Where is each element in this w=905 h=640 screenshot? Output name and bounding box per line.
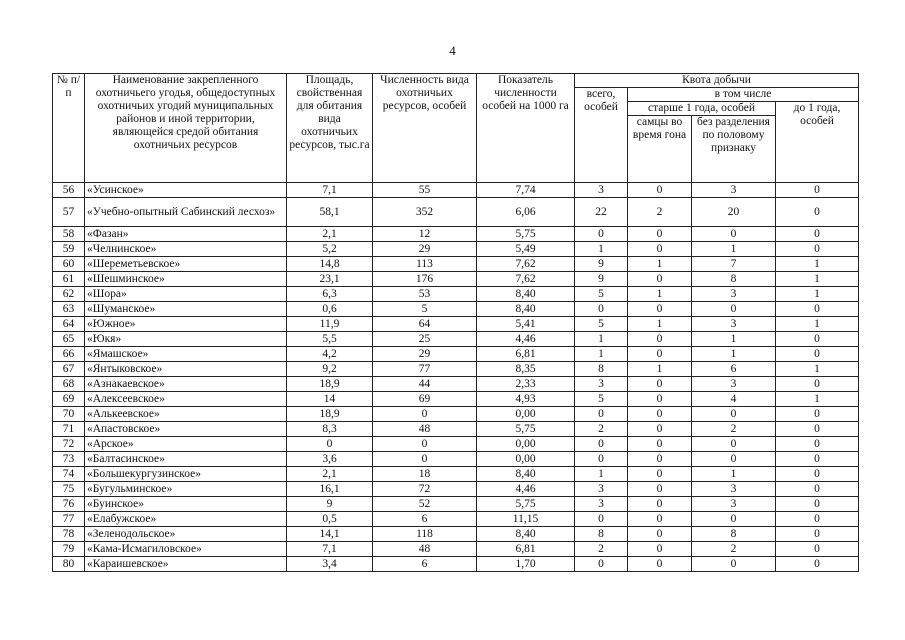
cell-males: 1 — [628, 257, 692, 272]
cell-num: 62 — [53, 287, 85, 302]
cell-area: 3,6 — [287, 452, 373, 467]
header-males: самцы во время гона — [628, 116, 692, 183]
cell-num: 73 — [53, 452, 85, 467]
cell-name: «Елабужское» — [85, 512, 287, 527]
cell-males: 0 — [628, 527, 692, 542]
cell-area: 9 — [287, 497, 373, 512]
cell-name: «Шора» — [85, 287, 287, 302]
cell-total: 9 — [575, 257, 628, 272]
cell-population: 72 — [373, 482, 477, 497]
cell-under1: 0 — [776, 527, 859, 542]
cell-num: 77 — [53, 512, 85, 527]
cell-total: 22 — [575, 198, 628, 227]
cell-nosex: 1 — [692, 347, 776, 362]
header-under1: до 1 года, особей — [776, 102, 859, 183]
cell-total: 1 — [575, 242, 628, 257]
cell-population: 64 — [373, 317, 477, 332]
cell-area: 0,6 — [287, 302, 373, 317]
cell-area: 6,3 — [287, 287, 373, 302]
cell-num: 75 — [53, 482, 85, 497]
cell-density: 0,00 — [477, 437, 575, 452]
cell-name: «Алькеевское» — [85, 407, 287, 422]
cell-males: 0 — [628, 392, 692, 407]
cell-name: «Апастовское» — [85, 422, 287, 437]
cell-area: 23,1 — [287, 272, 373, 287]
cell-name: «Азнакаевское» — [85, 377, 287, 392]
table-row — [53, 542, 859, 557]
cell-area: 14,1 — [287, 527, 373, 542]
cell-num: 71 — [53, 422, 85, 437]
table-row — [53, 242, 859, 257]
cell-density: 1,70 — [477, 557, 575, 572]
cell-population: 25 — [373, 332, 477, 347]
cell-population: 352 — [373, 198, 477, 227]
cell-density: 5,75 — [477, 227, 575, 242]
cell-nosex: 20 — [692, 198, 776, 227]
cell-total: 2 — [575, 422, 628, 437]
cell-num: 70 — [53, 407, 85, 422]
cell-nosex: 3 — [692, 317, 776, 332]
cell-total: 1 — [575, 347, 628, 362]
cell-num: 65 — [53, 332, 85, 347]
cell-under1: 1 — [776, 257, 859, 272]
cell-nosex: 7 — [692, 257, 776, 272]
cell-population: 48 — [373, 542, 477, 557]
table-row — [53, 527, 859, 542]
cell-name: «Алексеевское» — [85, 392, 287, 407]
cell-num: 58 — [53, 227, 85, 242]
cell-num: 60 — [53, 257, 85, 272]
cell-population: 29 — [373, 242, 477, 257]
cell-nosex: 1 — [692, 467, 776, 482]
table-row — [53, 497, 859, 512]
cell-population: 52 — [373, 497, 477, 512]
cell-name: «Янтыковское» — [85, 362, 287, 377]
cell-area: 2,1 — [287, 227, 373, 242]
cell-density: 5,49 — [477, 242, 575, 257]
cell-name: «Балтасинское» — [85, 452, 287, 467]
cell-total: 5 — [575, 392, 628, 407]
cell-nosex: 0 — [692, 557, 776, 572]
cell-males: 0 — [628, 183, 692, 198]
table-row — [53, 512, 859, 527]
cell-area: 0 — [287, 437, 373, 452]
table-row — [53, 407, 859, 422]
table-row — [53, 557, 859, 572]
cell-density: 5,41 — [477, 317, 575, 332]
cell-nosex: 0 — [692, 452, 776, 467]
table-row — [53, 287, 859, 302]
cell-nosex: 0 — [692, 407, 776, 422]
cell-under1: 0 — [776, 482, 859, 497]
table-row — [53, 227, 859, 242]
cell-under1: 0 — [776, 347, 859, 362]
cell-males: 0 — [628, 302, 692, 317]
cell-area: 14,8 — [287, 257, 373, 272]
cell-nosex: 8 — [692, 527, 776, 542]
cell-nosex: 0 — [692, 512, 776, 527]
cell-area: 5,2 — [287, 242, 373, 257]
cell-density: 6,81 — [477, 542, 575, 557]
cell-total: 0 — [575, 557, 628, 572]
cell-density: 8,40 — [477, 527, 575, 542]
cell-area: 7,1 — [287, 542, 373, 557]
cell-density: 4,93 — [477, 392, 575, 407]
cell-males: 0 — [628, 242, 692, 257]
cell-under1: 0 — [776, 422, 859, 437]
cell-population: 6 — [373, 557, 477, 572]
cell-name: «Ямашское» — [85, 347, 287, 362]
cell-density: 5,75 — [477, 497, 575, 512]
header-name: Наименование закрепленного охотничьего угодья, общедоступных охотничьих угодий муниципальных районов и иной территории, являющейся средой обитания охотничьих ресурсов — [85, 74, 287, 183]
table-row — [53, 257, 859, 272]
cell-density: 4,46 — [477, 482, 575, 497]
cell-population: 48 — [373, 422, 477, 437]
cell-name: «Кама-Исмагиловское» — [85, 542, 287, 557]
hunting-quota-table — [52, 73, 859, 572]
cell-under1: 0 — [776, 227, 859, 242]
cell-males: 0 — [628, 407, 692, 422]
cell-area: 18,9 — [287, 407, 373, 422]
cell-num: 64 — [53, 317, 85, 332]
cell-nosex: 2 — [692, 422, 776, 437]
cell-name: «Челнинское» — [85, 242, 287, 257]
table-row — [53, 198, 859, 227]
cell-area: 9,2 — [287, 362, 373, 377]
cell-under1: 1 — [776, 287, 859, 302]
cell-population: 53 — [373, 287, 477, 302]
table-row — [53, 302, 859, 317]
cell-name: «Большекургузинское» — [85, 467, 287, 482]
cell-total: 5 — [575, 287, 628, 302]
cell-population: 18 — [373, 467, 477, 482]
cell-under1: 0 — [776, 198, 859, 227]
cell-name: «Бугульминское» — [85, 482, 287, 497]
header-density: Показатель численности особей на 1000 га — [477, 74, 575, 183]
table-row — [53, 422, 859, 437]
cell-area: 11,9 — [287, 317, 373, 332]
cell-num: 76 — [53, 497, 85, 512]
table-row — [53, 377, 859, 392]
cell-num: 59 — [53, 242, 85, 257]
cell-males: 0 — [628, 542, 692, 557]
cell-total: 0 — [575, 512, 628, 527]
cell-under1: 0 — [776, 437, 859, 452]
cell-density: 8,40 — [477, 302, 575, 317]
cell-under1: 0 — [776, 557, 859, 572]
table-row — [53, 362, 859, 377]
cell-num: 57 — [53, 198, 85, 227]
table-row — [53, 392, 859, 407]
page-number: 4 — [449, 43, 456, 58]
cell-nosex: 3 — [692, 183, 776, 198]
cell-males: 0 — [628, 497, 692, 512]
cell-nosex: 3 — [692, 287, 776, 302]
cell-density: 6,06 — [477, 198, 575, 227]
cell-population: 0 — [373, 407, 477, 422]
cell-total: 8 — [575, 362, 628, 377]
cell-name: «Буинское» — [85, 497, 287, 512]
cell-total: 3 — [575, 377, 628, 392]
cell-males: 0 — [628, 272, 692, 287]
cell-under1: 0 — [776, 497, 859, 512]
cell-males: 0 — [628, 557, 692, 572]
cell-population: 12 — [373, 227, 477, 242]
cell-population: 29 — [373, 347, 477, 362]
cell-nosex: 3 — [692, 482, 776, 497]
cell-males: 0 — [628, 452, 692, 467]
cell-males: 1 — [628, 362, 692, 377]
cell-under1: 1 — [776, 272, 859, 287]
cell-nosex: 6 — [692, 362, 776, 377]
cell-num: 74 — [53, 467, 85, 482]
cell-under1: 1 — [776, 392, 859, 407]
cell-total: 1 — [575, 467, 628, 482]
cell-nosex: 1 — [692, 242, 776, 257]
cell-nosex: 3 — [692, 497, 776, 512]
cell-under1: 0 — [776, 512, 859, 527]
cell-name: «Усинское» — [85, 183, 287, 198]
cell-males: 0 — [628, 422, 692, 437]
cell-nosex: 3 — [692, 377, 776, 392]
cell-density: 0,00 — [477, 407, 575, 422]
header-population: Численность вида охотничьих ресурсов, особей — [373, 74, 477, 183]
cell-total: 3 — [575, 497, 628, 512]
cell-under1: 0 — [776, 183, 859, 198]
cell-under1: 0 — [776, 377, 859, 392]
cell-name: «Южное» — [85, 317, 287, 332]
cell-density: 5,75 — [477, 422, 575, 437]
cell-num: 69 — [53, 392, 85, 407]
cell-under1: 0 — [776, 452, 859, 467]
table-row — [53, 272, 859, 287]
cell-population: 55 — [373, 183, 477, 198]
cell-under1: 0 — [776, 302, 859, 317]
cell-males: 2 — [628, 198, 692, 227]
cell-population: 69 — [373, 392, 477, 407]
cell-population: 0 — [373, 452, 477, 467]
table-row — [53, 452, 859, 467]
cell-name: «Караишевское» — [85, 557, 287, 572]
cell-nosex: 0 — [692, 437, 776, 452]
header-including: в том числе — [628, 88, 859, 102]
cell-area: 16,1 — [287, 482, 373, 497]
cell-nosex: 0 — [692, 227, 776, 242]
cell-under1: 1 — [776, 362, 859, 377]
cell-under1: 0 — [776, 332, 859, 347]
cell-males: 0 — [628, 482, 692, 497]
cell-nosex: 8 — [692, 272, 776, 287]
cell-area: 4,2 — [287, 347, 373, 362]
cell-total: 2 — [575, 542, 628, 557]
cell-density: 11,15 — [477, 512, 575, 527]
table-row — [53, 467, 859, 482]
cell-area: 7,1 — [287, 183, 373, 198]
cell-population: 44 — [373, 377, 477, 392]
cell-population: 0 — [373, 437, 477, 452]
cell-num: 72 — [53, 437, 85, 452]
cell-total: 0 — [575, 452, 628, 467]
table-row — [53, 332, 859, 347]
cell-density: 8,35 — [477, 362, 575, 377]
header-older: старше 1 года, особей — [628, 102, 776, 116]
cell-males: 0 — [628, 347, 692, 362]
cell-total: 9 — [575, 272, 628, 287]
table-row — [53, 482, 859, 497]
cell-name: «Арское» — [85, 437, 287, 452]
cell-num: 67 — [53, 362, 85, 377]
table-row — [53, 437, 859, 452]
table-body — [53, 183, 859, 572]
cell-num: 61 — [53, 272, 85, 287]
cell-name: «Фазан» — [85, 227, 287, 242]
cell-area: 14 — [287, 392, 373, 407]
header-area: Площадь, свойственная для обитания вида охотничьих ресурсов, тыс.га — [287, 74, 373, 183]
cell-total: 1 — [575, 332, 628, 347]
cell-density: 4,46 — [477, 332, 575, 347]
cell-total: 0 — [575, 227, 628, 242]
cell-population: 77 — [373, 362, 477, 377]
cell-males: 0 — [628, 332, 692, 347]
header-quota: Квота добычи — [575, 74, 859, 88]
cell-under1: 0 — [776, 467, 859, 482]
cell-name: «Шешминское» — [85, 272, 287, 287]
cell-density: 7,62 — [477, 257, 575, 272]
table-header — [53, 74, 859, 183]
cell-males: 0 — [628, 467, 692, 482]
cell-density: 8,40 — [477, 467, 575, 482]
cell-nosex: 1 — [692, 332, 776, 347]
cell-area: 2,1 — [287, 467, 373, 482]
cell-area: 0,5 — [287, 512, 373, 527]
cell-area: 58,1 — [287, 198, 373, 227]
cell-males: 0 — [628, 512, 692, 527]
cell-density: 2,33 — [477, 377, 575, 392]
header-total: всего, особей — [575, 88, 628, 183]
cell-num: 66 — [53, 347, 85, 362]
cell-males: 1 — [628, 317, 692, 332]
cell-under1: 1 — [776, 317, 859, 332]
cell-name: «Учебно-опытный Сабинский лесхоз» — [85, 198, 287, 227]
cell-under1: 0 — [776, 407, 859, 422]
cell-num: 80 — [53, 557, 85, 572]
cell-num: 79 — [53, 542, 85, 557]
cell-density: 7,62 — [477, 272, 575, 287]
cell-name: «Зеленодольское» — [85, 527, 287, 542]
cell-total: 0 — [575, 407, 628, 422]
table-row — [53, 317, 859, 332]
table-row — [53, 347, 859, 362]
cell-num: 78 — [53, 527, 85, 542]
cell-area: 8,3 — [287, 422, 373, 437]
cell-nosex: 0 — [692, 302, 776, 317]
cell-area: 18,9 — [287, 377, 373, 392]
cell-population: 118 — [373, 527, 477, 542]
header-num: № п/п — [53, 74, 85, 183]
cell-total: 5 — [575, 317, 628, 332]
cell-males: 1 — [628, 287, 692, 302]
cell-total: 0 — [575, 437, 628, 452]
cell-density: 6,81 — [477, 347, 575, 362]
table-row — [53, 183, 859, 198]
cell-density: 7,74 — [477, 183, 575, 198]
cell-under1: 0 — [776, 542, 859, 557]
cell-area: 3,4 — [287, 557, 373, 572]
cell-total: 8 — [575, 527, 628, 542]
cell-under1: 0 — [776, 242, 859, 257]
cell-area: 5,5 — [287, 332, 373, 347]
cell-population: 176 — [373, 272, 477, 287]
cell-males: 0 — [628, 227, 692, 242]
cell-males: 0 — [628, 437, 692, 452]
cell-population: 113 — [373, 257, 477, 272]
cell-population: 5 — [373, 302, 477, 317]
cell-name: «Шереметьевское» — [85, 257, 287, 272]
header-nosex: без разделения по половому признаку — [692, 116, 776, 183]
cell-total: 3 — [575, 482, 628, 497]
cell-total: 3 — [575, 183, 628, 198]
cell-density: 8,40 — [477, 287, 575, 302]
cell-num: 68 — [53, 377, 85, 392]
cell-total: 0 — [575, 302, 628, 317]
cell-males: 0 — [628, 377, 692, 392]
cell-num: 63 — [53, 302, 85, 317]
cell-nosex: 2 — [692, 542, 776, 557]
cell-name: «Шуманское» — [85, 302, 287, 317]
cell-density: 0,00 — [477, 452, 575, 467]
cell-population: 6 — [373, 512, 477, 527]
cell-name: «Юкя» — [85, 332, 287, 347]
cell-nosex: 4 — [692, 392, 776, 407]
cell-num: 56 — [53, 183, 85, 198]
